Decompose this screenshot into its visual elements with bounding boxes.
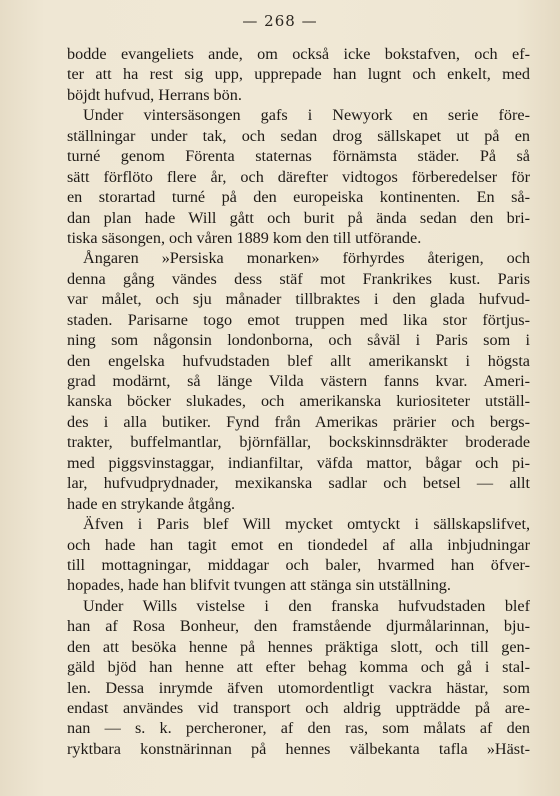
text-line: endast användes vid transport och aldrig uppträdde på are- bbox=[67, 699, 530, 717]
text-line: med piggsvinstaggar, indianfiltar, väfda mattor, bågar och pi- bbox=[67, 453, 530, 472]
text-line: ning som någonsin londonborna, och såväl i Paris som i bbox=[67, 331, 530, 350]
text-line: staden. Parisarne togo emot truppen med lika stor förtjus- bbox=[67, 310, 530, 329]
text-line: hopades, hade han blifvit tvungen att stänga sin utställning. bbox=[67, 576, 451, 595]
text-line: nan — s. k. percheroner, af den ras, som målats af den bbox=[67, 719, 530, 738]
text-line: ter att ha rest sig upp, upprepade han lugnt och enkelt, med bbox=[67, 65, 530, 84]
text-line: böjdt hufvud, Herrans bön. bbox=[67, 85, 242, 104]
text-line: hade en strykande åtgång. bbox=[67, 494, 236, 513]
text-line: den att besöka henne på hennes präktiga slott, och till gen- bbox=[67, 637, 530, 656]
text-line: Under vintersäsongen gafs i Newyork en serie före- bbox=[83, 106, 530, 125]
text-line: kanska böcker slukades, och amerikanska kuriositeter utställ- bbox=[67, 392, 530, 411]
text-line: Äfven i Paris blef Will mycket omtyckt i sällskapslifvet, bbox=[83, 515, 530, 534]
text-line: len. Dessa inrymde äfven utomordentligt vackra hästar, som bbox=[67, 678, 530, 697]
page-number: — 268 — bbox=[242, 12, 318, 30]
text-line: till mottagningar, middagar och baler, hvarmed han öfver- bbox=[67, 555, 530, 574]
text-line: sätt förflöto flere år, och därefter vidtogos förberedelser för bbox=[67, 167, 530, 186]
text-line: gäld bjöd han henne att efter behag komma och gå i stal- bbox=[67, 658, 530, 677]
text-line: grad modärnt, så länge Vilda västern fanns kvar. Ameri- bbox=[67, 372, 530, 390]
text-line: var målet, och sju månader tillbraktes i den glada hufvud- bbox=[67, 290, 530, 309]
text-line: dan plan hade Will gått och burit på ända sedan den bri- bbox=[67, 208, 530, 227]
text-line: ställningar under tak, och sedan drog sällskapet ut på en bbox=[67, 126, 530, 145]
text-line: en storartad turné på den europeiska kontinenten. En så- bbox=[67, 188, 530, 207]
text-line: ryktbara konstnärinnan på hennes välbekanta tafla »Häst- bbox=[67, 739, 530, 758]
body-text bbox=[67, 44, 530, 759]
text-line: den engelska hufvudstaden blef allt amerikanskt i högsta bbox=[67, 351, 530, 370]
text-line: turné genom Förenta staternas förnämsta städer. På så bbox=[67, 147, 530, 166]
text-line: bodde evangeliets ande, om också icke bokstafven, och ef- bbox=[67, 45, 530, 63]
text-line: och hade han tagit emot en tiondedel af alla inbjudningar bbox=[67, 535, 530, 554]
text-line: han af Rosa Bonheur, den framstående djurmålarinnan, bju- bbox=[67, 617, 530, 636]
text-line: denna gång vändes dess stäf mot Frankrikes kust. Paris bbox=[67, 269, 530, 288]
text-line: Under Wills vistelse i den franska hufvudstaden blef bbox=[83, 596, 530, 615]
text-line: trakter, buffelmantlar, björnfällar, bockskinnsdräkter broderade bbox=[67, 433, 530, 452]
text-line: tiska säsongen, och våren 1889 kom den till utförande. bbox=[67, 228, 422, 247]
text-line: Ångaren »Persiska monarken» förhyrdes återigen, och bbox=[83, 249, 530, 268]
text-line: lar, hufvudprydnader, mexikanska sadlar och betsel — allt bbox=[67, 474, 530, 493]
text-line: des i alla butiker. Fynd från Amerikas prärier och bergs- bbox=[67, 412, 530, 431]
